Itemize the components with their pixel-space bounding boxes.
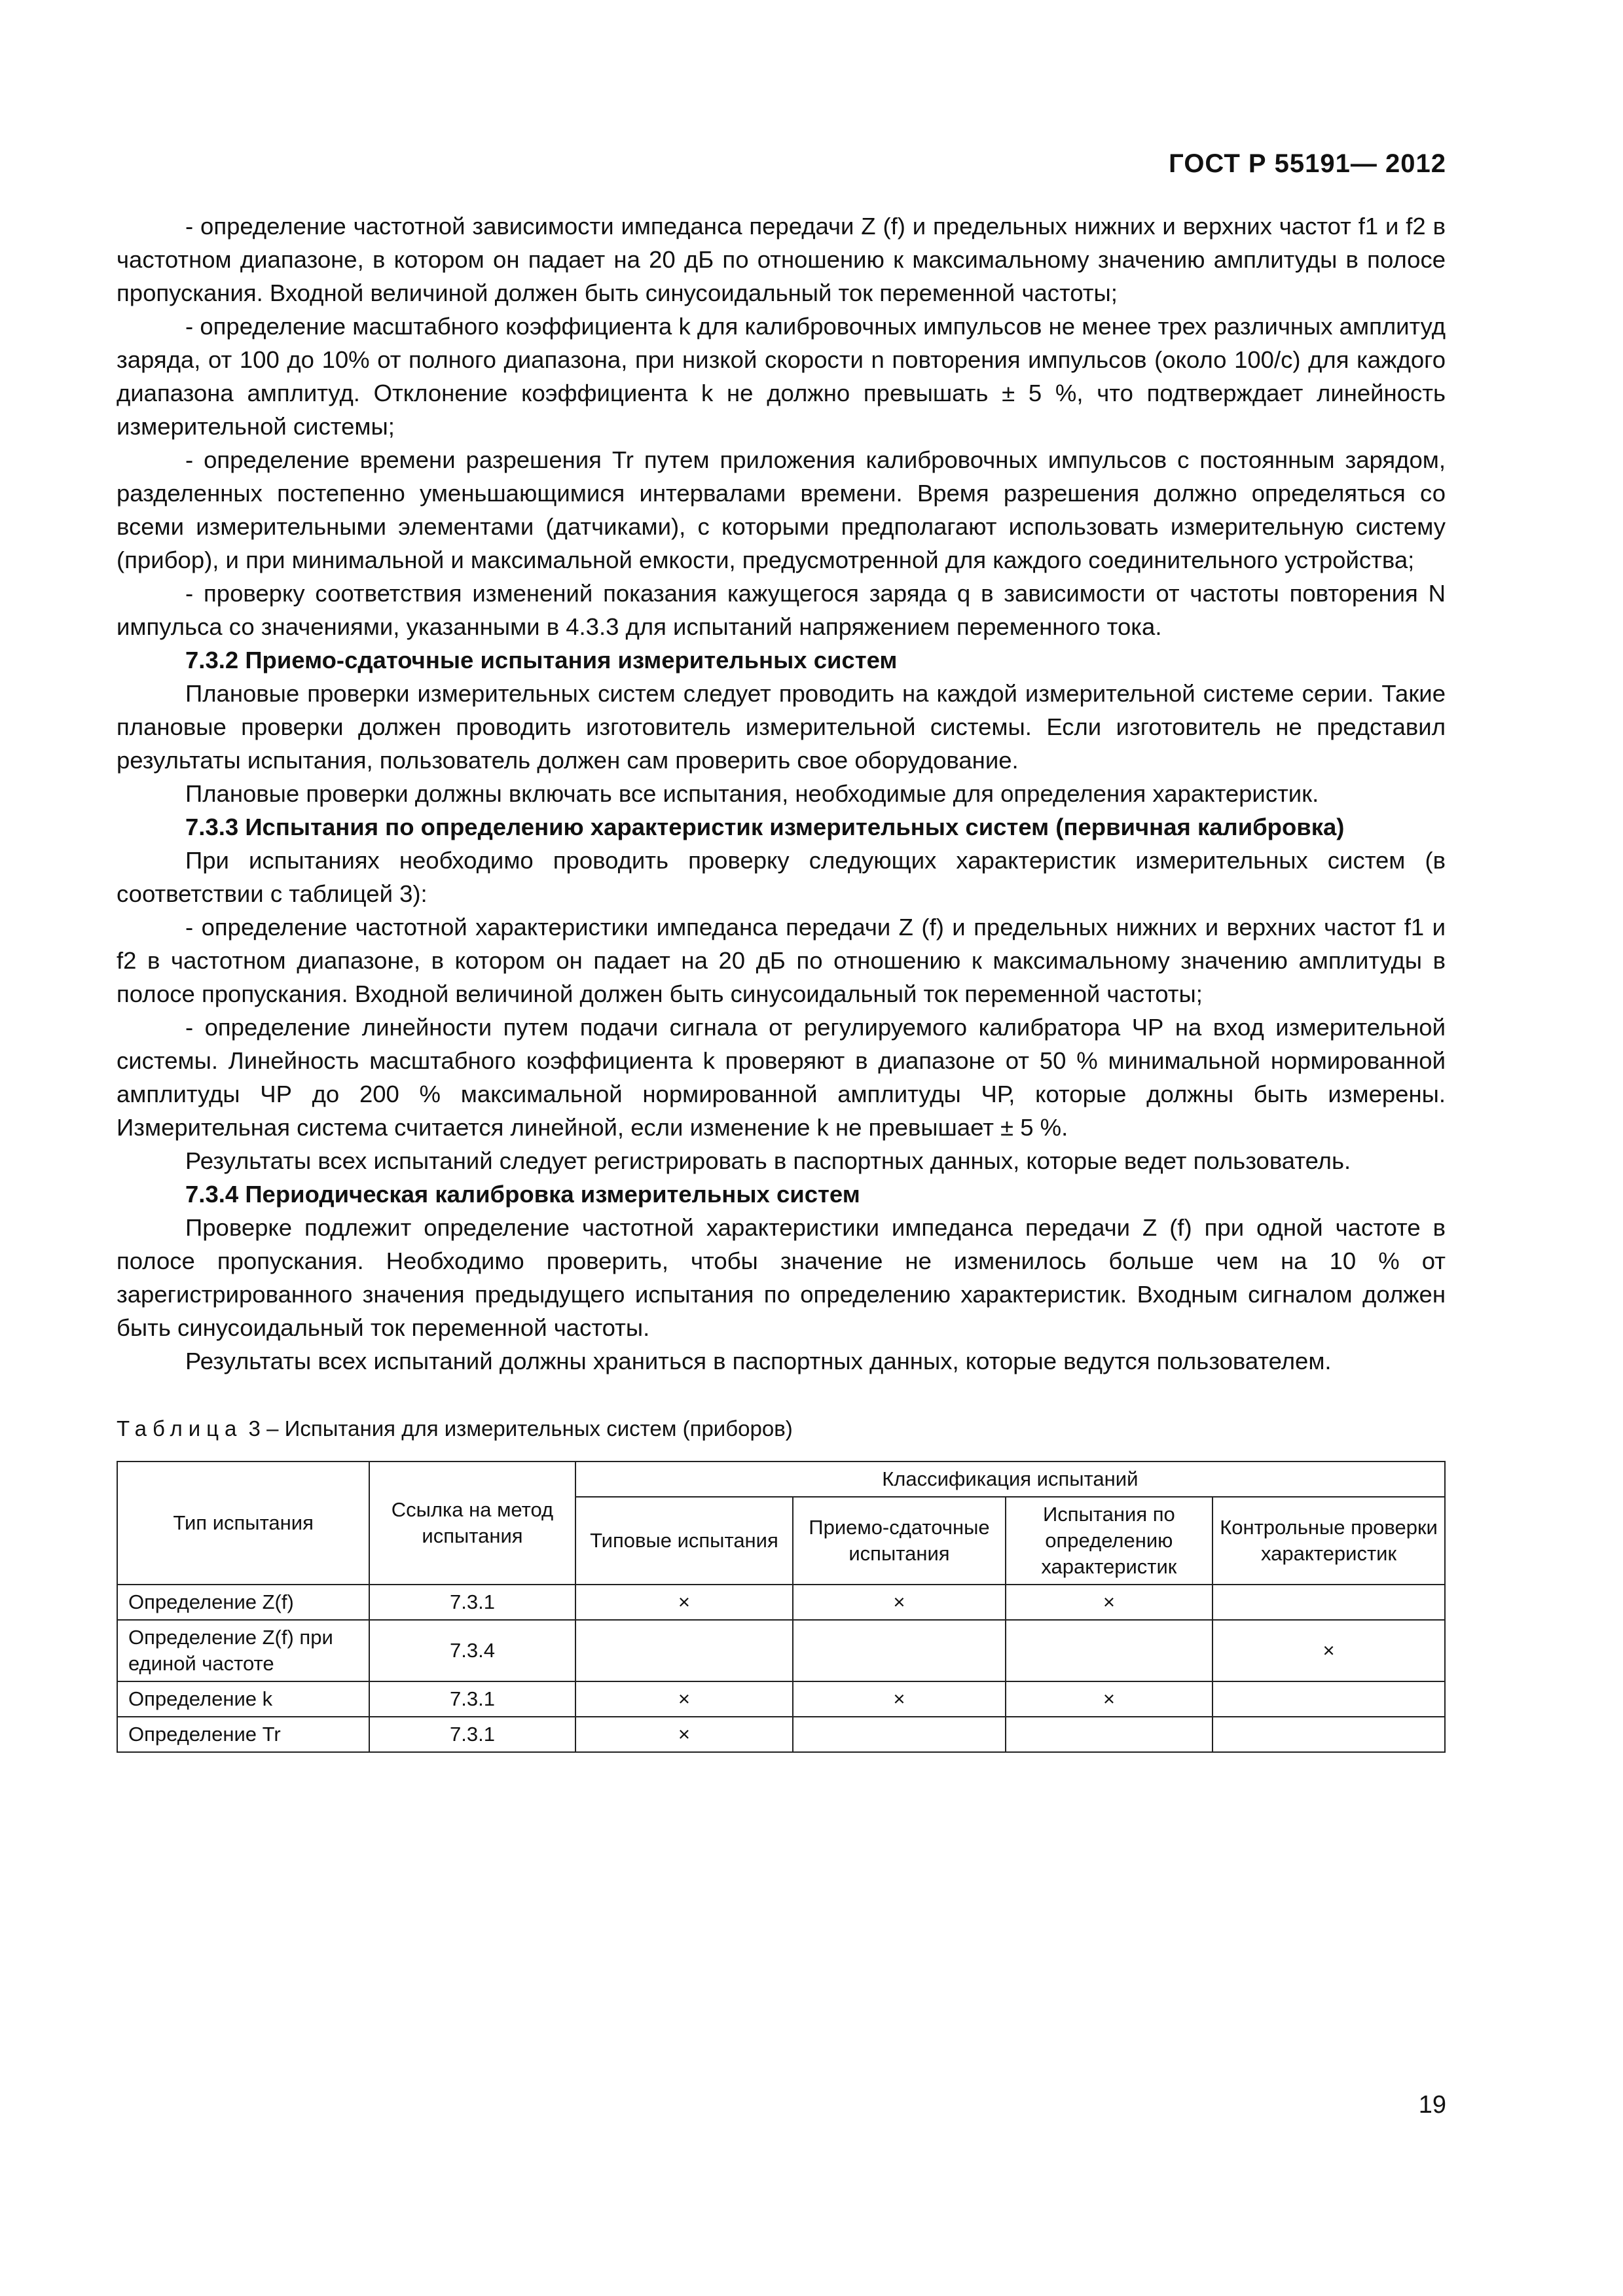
- cell-mark: [1213, 1681, 1445, 1717]
- header-characteristic-tests: Испытания по определению характеристик: [1006, 1497, 1213, 1585]
- header-type-tests: Типовые испытания: [575, 1497, 793, 1585]
- paragraph: Плановые проверки измерительных систем следует проводить на каждой измерительной системе серии. Такие плановые проверки должен проводить изготовитель измерительной системы. Если изготовитель не представил результаты испытания, пользователь должен сам проверить свое оборудование.: [117, 680, 1446, 774]
- cell-method-ref: 7.3.1: [369, 1681, 575, 1717]
- header-classification: Классификация испытаний: [575, 1462, 1445, 1497]
- cell-mark: ×: [1006, 1585, 1213, 1620]
- header-acceptance-tests: Приемо-сдаточные испытания: [793, 1497, 1005, 1585]
- cell-test-name: Определение Tr: [117, 1717, 369, 1752]
- cell-mark: ×: [793, 1681, 1005, 1717]
- cell-method-ref: 7.3.1: [369, 1717, 575, 1752]
- page-content: [117, 209, 1446, 1753]
- cell-mark: [1213, 1585, 1445, 1620]
- cell-mark: [793, 1620, 1005, 1681]
- paragraph: - проверку соответствия изменений показания кажущегося заряда q в зависимости от частоты повторения N импульса со значениями, указанными в 4.3.3 для испытаний напряжением переменного тока.: [117, 580, 1446, 640]
- cell-method-ref: 7.3.1: [369, 1585, 575, 1620]
- cell-mark: ×: [575, 1717, 793, 1752]
- cell-mark: ×: [793, 1585, 1005, 1620]
- table-caption-label: Таблица: [117, 1416, 243, 1441]
- cell-mark: ×: [1006, 1681, 1213, 1717]
- paragraph: - определение частотной характеристики импеданса передачи Z (f) и предельных нижних и верхних частот f1 и f2 в частотном диапазоне, в котором он падает на 20 дБ по отношению к максимальному значению амплитуды в полосе пропускания. Входной величиной должен быть синусоидальный ток переменной частоты;: [117, 914, 1446, 1007]
- cell-mark: [1006, 1620, 1213, 1681]
- cell-test-name: Определение Z(f): [117, 1585, 369, 1620]
- paragraph: При испытаниях необходимо проводить проверку следующих характеристик измерительных систем (в соответствии с таблицей 3):: [117, 847, 1446, 907]
- table-row: [117, 1717, 1445, 1752]
- cell-test-name: Определение Z(f) при единой частоте: [117, 1620, 369, 1681]
- cell-mark: [1213, 1717, 1445, 1752]
- table-row: [117, 1681, 1445, 1717]
- section-heading-7-3-2: 7.3.2 Приемо-сдаточные испытания измерительных систем: [185, 647, 898, 673]
- cell-mark: [793, 1717, 1005, 1752]
- cell-mark: [1006, 1717, 1213, 1752]
- paragraph: - определение времени разрешения Tr путем приложения калибровочных импульсов с постоянным зарядом, разделенных постепенно уменьшающимися интервалами времени. Время разрешения должно определяться со всеми измерительными элементами (датчиками), с которыми предполагают использовать измерительную систему (прибор), и при минимальной и максимальной емкости, предусмотренной для каждого соединительного устройства;: [117, 446, 1446, 573]
- cell-mark: ×: [1213, 1620, 1445, 1681]
- cell-mark: [575, 1620, 793, 1681]
- document-code: ГОСТ Р 55191— 2012: [1169, 149, 1446, 178]
- paragraph: - определение частотной зависимости импеданса передачи Z (f) и предельных нижних и верхних частот f1 и f2 в частотном диапазоне, в котором он падает на 20 дБ по отношению к максимальному значению амплитуды в полосе пропускания. Входной величиной должен быть синусоидальный ток переменной частоты;: [117, 213, 1446, 306]
- header-control-checks: Контрольные проверки характеристик: [1213, 1497, 1445, 1585]
- paragraph: - определение линейности путем подачи сигнала от регулируемого калибратора ЧР на вход измерительной системы. Линейность масштабного коэффициента k проверяют в диапазоне от 50 % минимальной нормированной амплитуды ЧР до 200 % максимальной нормированной амплитуды ЧР, которые должны быть измерены. Измерительная система считается линейной, если изменение k не превышает ± 5 %.: [117, 1014, 1446, 1141]
- header-test-type: Тип испытания: [117, 1462, 369, 1585]
- paragraph: - определение масштабного коэффициента k для калибровочных импульсов не менее трех различных амплитуд заряда, от 100 до 10% от полного диапазона, при низкой скорости n повторения импульсов (около 100/с) для каждого диапазона амплитуд. Отклонение коэффициента k не должно превышать ± 5 %, что подтверждает линейность измерительной системы;: [117, 313, 1446, 440]
- table-row: [117, 1620, 1445, 1681]
- table-caption: [117, 1412, 1446, 1445]
- cell-test-name: Определение k: [117, 1681, 369, 1717]
- paragraph: Плановые проверки должны включать все испытания, необходимые для определения характеристик.: [185, 780, 1319, 807]
- cell-mark: ×: [575, 1681, 793, 1717]
- section-heading-7-3-3: 7.3.3 Испытания по определению характеристик измерительных систем (первичная калибровка): [185, 814, 1345, 840]
- paragraph: Проверке подлежит определение частотной характеристики импеданса передачи Z (f) при одной частоте в полосе пропускания. Необходимо проверить, чтобы значение не изменилось больше чем на 10 % от зарегистрированного значения предыдущего испытания по определению характеристик. Входным сигналом должен быть синусоидальный ток переменной частоты.: [117, 1214, 1446, 1341]
- section-heading-7-3-4: 7.3.4 Периодическая калибровка измерительных систем: [185, 1181, 860, 1208]
- paragraph: Результаты всех испытаний следует регистрировать в паспортных данных, которые ведет пользователь.: [185, 1147, 1351, 1174]
- cell-method-ref: 7.3.4: [369, 1620, 575, 1681]
- table-caption-text: 3 – Испытания для измерительных систем (приборов): [242, 1416, 793, 1441]
- table-row: [117, 1585, 1445, 1620]
- paragraph: Результаты всех испытаний должны храниться в паспортных данных, которые ведутся пользователем.: [185, 1348, 1332, 1374]
- header-method-ref: Ссылка на метод испытания: [369, 1462, 575, 1585]
- cell-mark: ×: [575, 1585, 793, 1620]
- page-number: 19: [1418, 2091, 1446, 2119]
- tests-table: [117, 1461, 1446, 1753]
